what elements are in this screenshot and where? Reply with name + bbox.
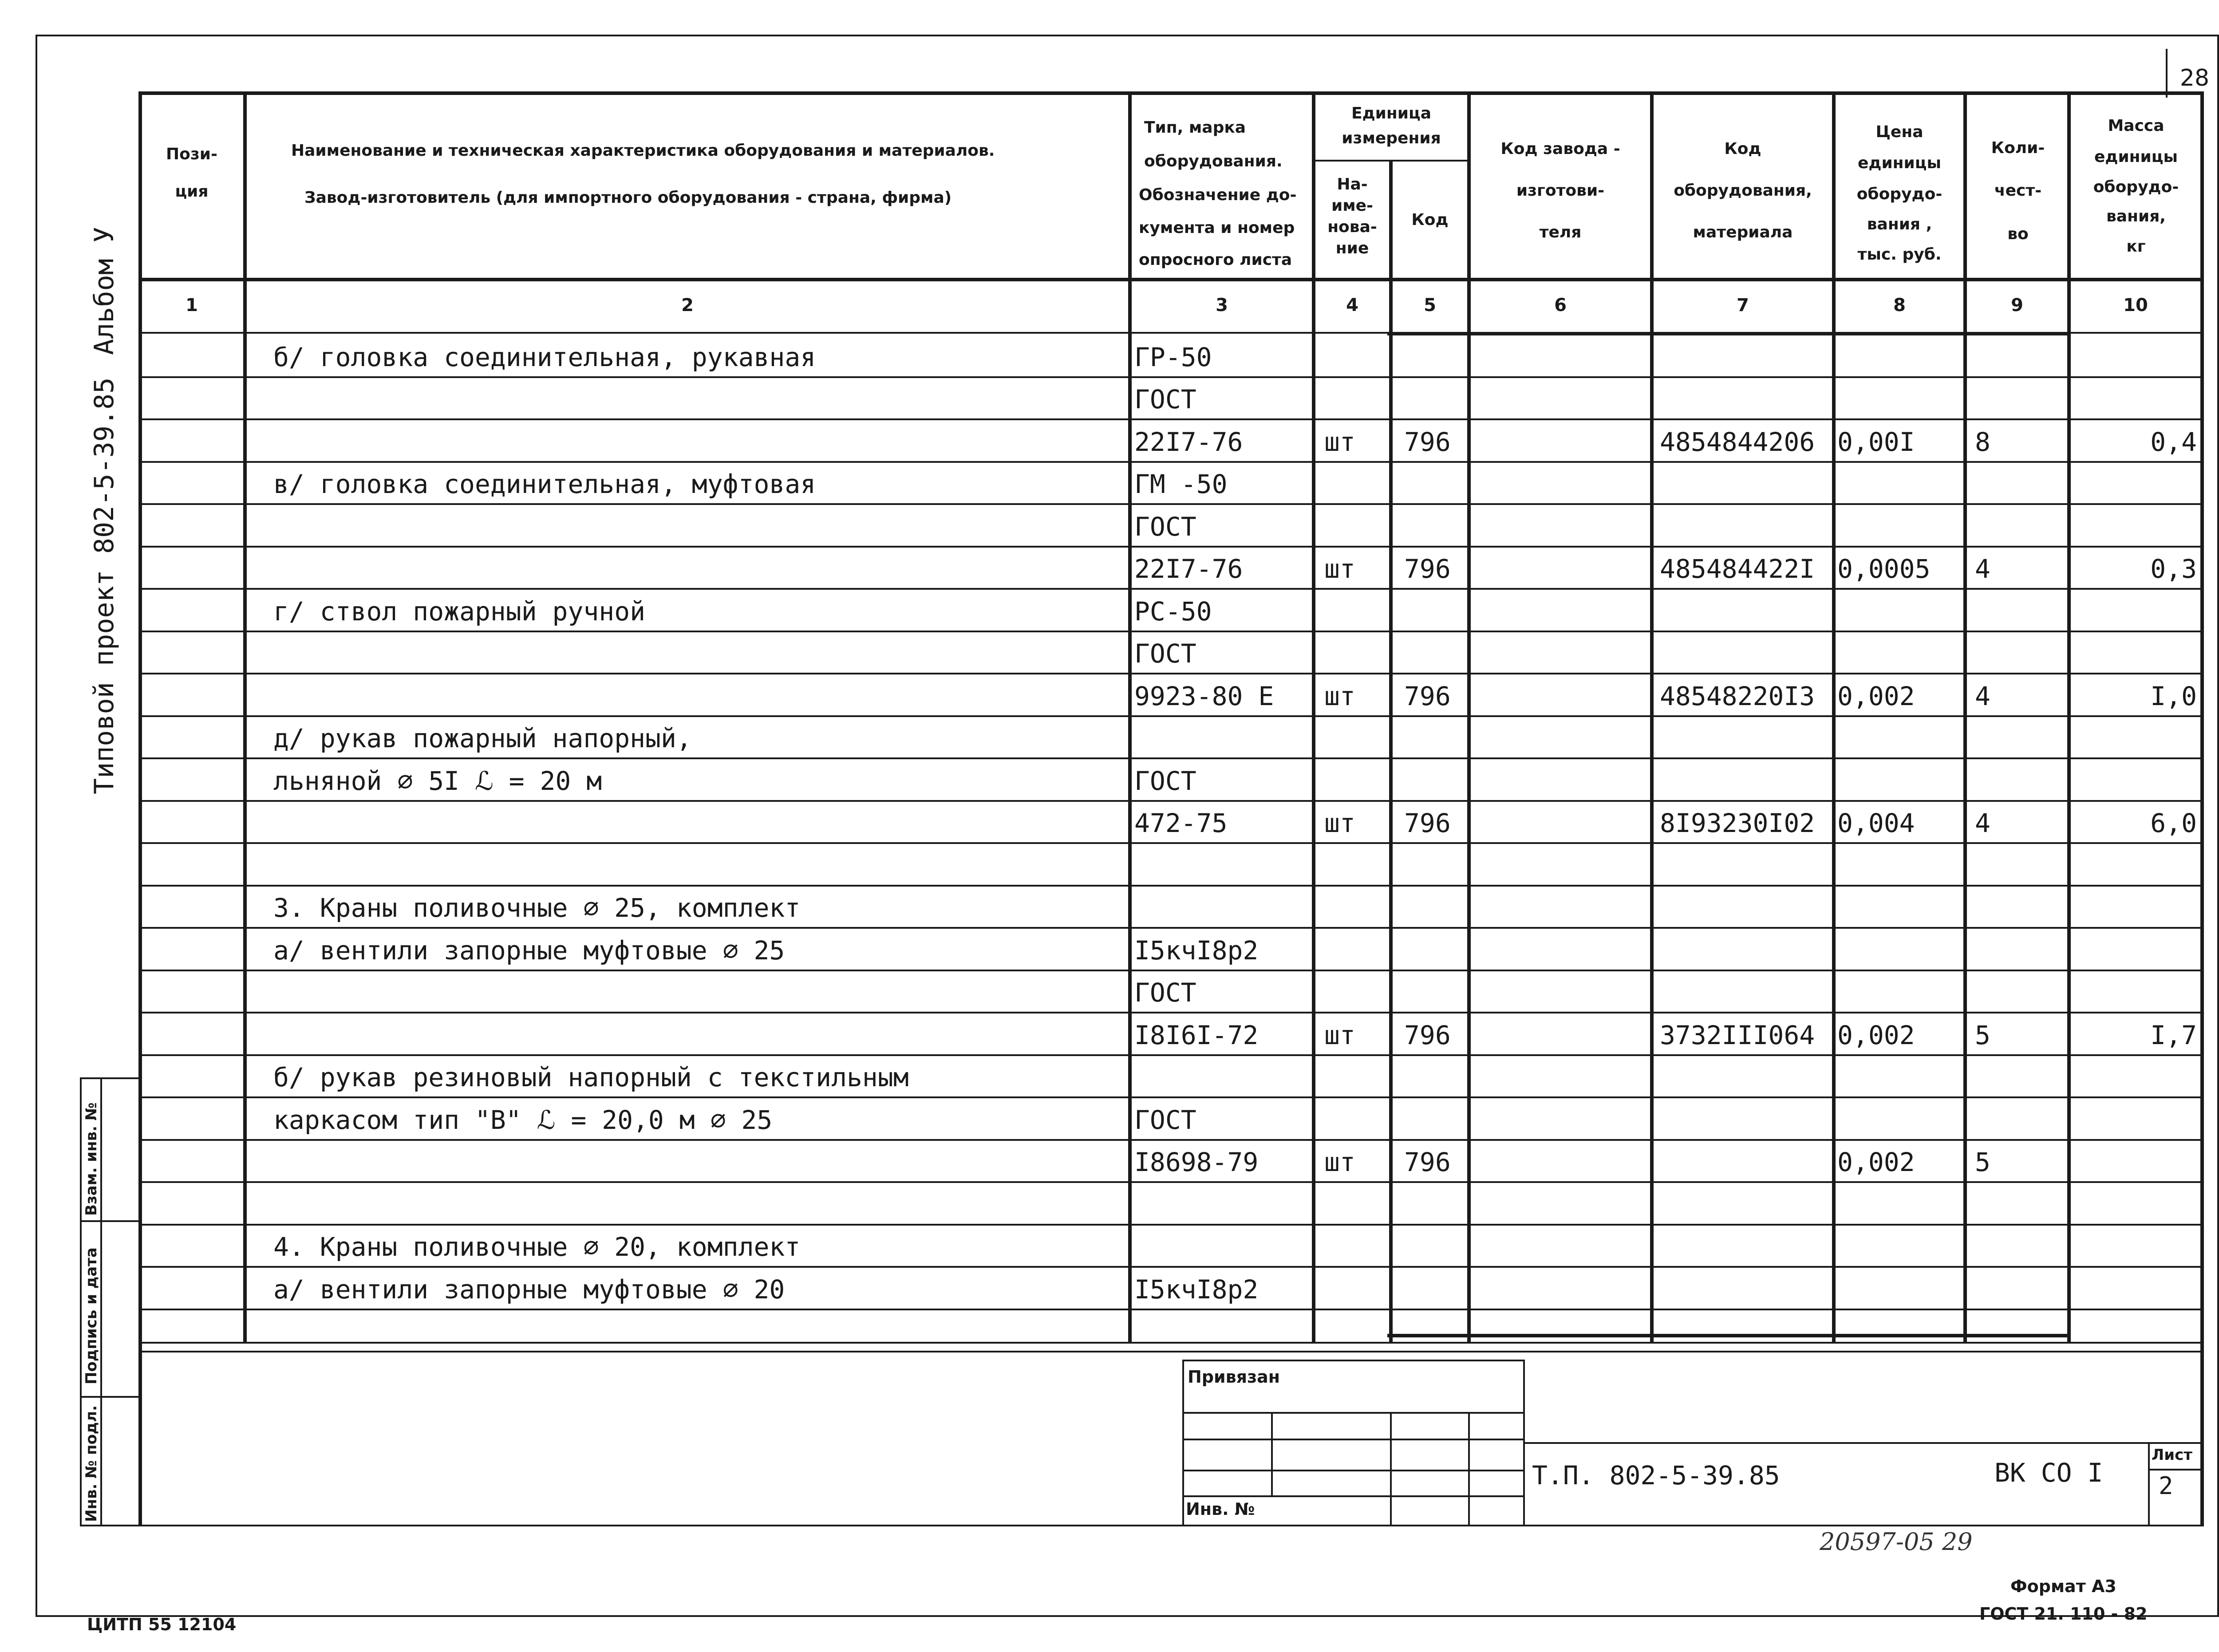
hdr-col6-l3: теля [1539, 223, 1582, 241]
cell-code: 796 [1404, 1020, 1451, 1050]
cell-mat-code: 485484422I [1660, 554, 1815, 584]
hdr-col7-l2: оборудования, [1674, 181, 1812, 200]
cell-name: в/ головка соединительная, муфтовая [273, 469, 816, 499]
side-stamp-inv-orig: Инв. № подл. [83, 1405, 100, 1522]
cell-qty: 8 [1975, 427, 1990, 457]
cell-mass: 6,0 [2150, 808, 2197, 838]
cell-type: I5кчI8р2 [1134, 935, 1259, 966]
cell-code: 796 [1404, 808, 1451, 838]
row-divider [140, 376, 2204, 378]
cell-type: 472-75 [1134, 808, 1228, 838]
side-stamp-inv-replace: Взам. инв. № [83, 1102, 100, 1216]
stamp-sheet-label: Лист [2152, 1446, 2192, 1464]
cell-mat-code: 4854844206 [1660, 427, 1815, 457]
cell-type: ГОСТ [1134, 639, 1196, 669]
stamp-box-left [1182, 1360, 1184, 1526]
cell-name: льняной ∅ 5I ℒ = 20 м [273, 766, 602, 796]
col-line-4 [1389, 160, 1393, 1344]
cell-type: 22I7-76 [1134, 554, 1243, 584]
col-line-9 [2067, 91, 2071, 1344]
cell-code: 796 [1404, 554, 1451, 584]
col-line-3 [1312, 91, 1315, 1344]
col-line-2 [1128, 91, 1132, 1344]
cell-name: б/ головка соединительная, рукавная [273, 342, 816, 372]
row-divider [140, 1139, 2204, 1141]
cell-mat-code: 8I93230I02 [1660, 808, 1815, 838]
hdr-col3-l2: оборудования. [1144, 152, 1283, 170]
cell-type: ГОСТ [1134, 978, 1196, 1008]
stamp-sheet-code: ВК СО I [1994, 1458, 2103, 1488]
cell-type: РС-50 [1134, 596, 1212, 627]
cell-mat-code: 48548220I3 [1660, 681, 1815, 711]
cell-unit: шт [1324, 427, 1355, 457]
col-line-10 [2200, 91, 2204, 1526]
hdr-col10-l2: единицы [2094, 148, 2178, 166]
hdr-col6-l1: Код завода - [1500, 140, 1620, 158]
row-divider [140, 1054, 2204, 1056]
row-divider [140, 546, 2204, 548]
hdr-col10-l3: оборудо- [2093, 178, 2179, 196]
hdr-col3-l1: Тип, марка [1144, 118, 1246, 137]
format-label: Формат А3 [2010, 1577, 2116, 1596]
col-num-7: 7 [1737, 295, 1749, 315]
bold-box-top [1387, 332, 2071, 335]
side-stamp-div1 [80, 1220, 140, 1222]
hdr-col2-l2: Завод-изготовитель (для импортного оборудования - страна, фирма) [304, 189, 952, 207]
col-num-3: 3 [1216, 295, 1228, 315]
row-divider [140, 1266, 2204, 1268]
hdr-col3-l4: кумента и номер [1139, 219, 1295, 237]
side-stamp-top [80, 1077, 140, 1079]
header-bottom [140, 278, 2204, 281]
side-label-album: Альбом У [89, 227, 120, 355]
gost-label: ГОСТ 21. 110 - 82 [1979, 1604, 2148, 1624]
row-divider [140, 1181, 2204, 1183]
cell-code: 796 [1404, 427, 1451, 457]
cell-type: 22I7-76 [1134, 427, 1243, 457]
row-divider [140, 970, 2204, 971]
hdr-col4-l2: име- [1331, 197, 1373, 215]
stamp-sheet-box-left [2148, 1442, 2150, 1525]
outer-frame-bottom [36, 1615, 2219, 1617]
cell-mass: 0,4 [2150, 427, 2197, 457]
stamp-line-2 [1183, 1439, 1525, 1440]
hdr-unit-l1: Единица [1351, 104, 1431, 122]
row-divider [140, 715, 2204, 717]
cell-name: каркасом тип "В" ℒ = 20,0 м ∅ 25 [273, 1105, 773, 1135]
hdr-col9-l2: чест- [1994, 181, 2042, 200]
hdr-col1-l1: Пози- [166, 145, 217, 163]
cell-qty: 4 [1975, 554, 1990, 584]
cell-type: I8I6I-72 [1134, 1020, 1259, 1050]
cell-type: I8698-79 [1134, 1147, 1259, 1177]
cell-qty: 4 [1975, 681, 1990, 711]
hdr-col4-l4: ние [1335, 239, 1369, 257]
col-num-6: 6 [1554, 295, 1567, 315]
cell-unit: шт [1324, 554, 1355, 584]
row-divider [140, 842, 2204, 844]
row-divider [140, 927, 2204, 929]
stamp-sheet-number: 2 [2159, 1472, 2173, 1500]
col-num-8: 8 [1893, 295, 1906, 315]
cell-qty: 5 [1975, 1147, 1990, 1177]
cell-code: 796 [1404, 681, 1451, 711]
cell-name: а/ вентили запорные муфтовые ∅ 25 [273, 935, 785, 966]
stamp-vline-2 [1390, 1412, 1392, 1526]
stamp-line-4 [1183, 1495, 1525, 1497]
hdr-col1-l2: ция [175, 182, 209, 201]
cell-name: б/ рукав резиновый напорный с текстильным [273, 1062, 909, 1092]
cell-price: 0,002 [1837, 1020, 1915, 1050]
hdr-col8-l4: вания , [1867, 215, 1932, 233]
cell-unit: шт [1324, 1020, 1355, 1050]
stamp-vline-1 [1271, 1412, 1273, 1496]
cell-unit: шт [1324, 681, 1355, 711]
col-line-8 [1963, 91, 1967, 1344]
cell-name: а/ вентили запорные муфтовые ∅ 20 [273, 1274, 785, 1305]
stamp-box-top [1183, 1360, 1525, 1361]
cell-mass: I,0 [2150, 681, 2197, 711]
cell-type: ГОСТ [1134, 512, 1196, 542]
stamp-vline-3 [1468, 1412, 1470, 1526]
row-divider [140, 503, 2204, 505]
row-divider [140, 1309, 2204, 1310]
row-divider [140, 1351, 2204, 1352]
stamp-bound-label: Привязан [1188, 1367, 1280, 1387]
side-stamp-left [80, 1077, 82, 1526]
cell-type: I5кчI8р2 [1134, 1274, 1259, 1305]
col-line-5 [1467, 91, 1471, 1344]
hdr-col9-l1: Коли- [1991, 139, 2045, 157]
cell-type: ГОСТ [1134, 766, 1196, 796]
cell-price: 0,0005 [1837, 554, 1931, 584]
cell-type: ГОСТ [1134, 1105, 1196, 1135]
ctp-label: ЦИТП 55 12104 [87, 1615, 237, 1634]
hdr-col6-l2: изготови- [1516, 181, 1605, 200]
unit-subheader-line [1312, 160, 1469, 162]
side-stamp-div2 [80, 1396, 140, 1398]
row-divider [140, 588, 2204, 590]
hdr-col10-l5: кг [2126, 237, 2146, 256]
hdr-col7-l3: материала [1693, 223, 1793, 241]
hdr-col2-l1: Наименование и техническая характеристика оборудования и материалов. [291, 142, 995, 160]
hdr-col7-l1: Код [1724, 140, 1761, 158]
cell-price: 0,002 [1837, 1147, 1915, 1177]
cell-qty: 4 [1975, 808, 1990, 838]
table-bottom [140, 1342, 2204, 1344]
hdr-col10-l4: вания, [2106, 207, 2166, 225]
stamp-main-top [1523, 1442, 2202, 1444]
stamp-inv-label: Инв. № [1186, 1499, 1255, 1519]
cell-name: г/ ствол пожарный ручной [273, 596, 646, 627]
cell-qty: 5 [1975, 1020, 1990, 1050]
side-label-project: Типовой проект 802-5-39.85 [89, 377, 120, 794]
col-line-1 [243, 91, 247, 1344]
cell-code: 796 [1404, 1147, 1451, 1177]
col-line-6 [1650, 91, 1654, 1344]
corner-sheet-number: 28 [2180, 65, 2210, 91]
cell-mass: I,7 [2150, 1020, 2197, 1050]
hdr-col10-l1: Масса [2108, 117, 2164, 135]
cell-type: 9923-80 Е [1134, 681, 1274, 711]
outer-frame-right [2217, 35, 2219, 1617]
cell-unit: шт [1324, 1147, 1355, 1177]
outer-frame-left [36, 35, 37, 1617]
cell-type: ГОСТ [1134, 384, 1196, 414]
cell-price: 0,002 [1837, 681, 1915, 711]
hdr-unit-l2: измерения [1342, 129, 1441, 147]
col-num-10: 10 [2123, 295, 2148, 315]
hdr-col8-l3: оборудо- [1856, 185, 1943, 203]
side-stamp-mid [100, 1077, 102, 1526]
row-divider [140, 1012, 2204, 1013]
cell-price: 0,00I [1837, 427, 1915, 457]
cell-mat-code: 3732III064 [1660, 1020, 1815, 1050]
col-num-2: 2 [681, 295, 694, 315]
table-top [140, 91, 2204, 95]
cell-mass: 0,3 [2150, 554, 2197, 584]
cell-unit: шт [1324, 808, 1355, 838]
row-divider [140, 1224, 2204, 1226]
stamp-designation: Т.П. 802-5-39.85 [1532, 1460, 1780, 1490]
stamp-line-3 [1183, 1470, 1525, 1471]
side-stamp-sign-date: Подпись и дата [83, 1247, 100, 1384]
hdr-col8-l1: Цена [1875, 123, 1923, 141]
cell-name: 4. Краны поливочные ∅ 20, комплект [273, 1232, 801, 1262]
col-num-5: 5 [1424, 295, 1436, 315]
col-num-1: 1 [186, 295, 198, 315]
row-divider [140, 885, 2204, 887]
hdr-col9-l3: во [2007, 225, 2029, 243]
row-divider [140, 1096, 2204, 1098]
col-num-9: 9 [2011, 295, 2023, 315]
cell-price: 0,004 [1837, 808, 1915, 838]
handwritten-number: 20597-05 29 [1820, 1528, 1973, 1556]
col-num-4: 4 [1346, 295, 1358, 315]
hdr-col3-l5: опросного листа [1139, 251, 1292, 269]
row-divider [140, 418, 2204, 420]
hdr-col4-l3: нова- [1327, 218, 1377, 236]
cell-type: ГМ -50 [1134, 469, 1228, 499]
side-stamp-bottom [80, 1525, 140, 1526]
bold-box-bottom [1387, 1334, 2071, 1337]
cell-type: ГР-50 [1134, 342, 1212, 372]
row-divider [140, 631, 2204, 632]
row-divider [140, 461, 2204, 463]
cell-name: д/ рукав пожарный напорный, [273, 723, 692, 753]
stamp-sheet-box-mid [2148, 1469, 2201, 1471]
hdr-col4-l1: На- [1337, 175, 1368, 193]
hdr-col8-l5: тыс. руб. [1857, 245, 1942, 264]
hdr-col3-l3: Обозначение до- [1139, 186, 1297, 204]
stamp-line-1 [1183, 1412, 1525, 1414]
row-divider [140, 757, 2204, 759]
outer-frame-top [36, 35, 2219, 36]
frame-bottom [140, 1525, 2204, 1526]
row-divider [140, 800, 2204, 802]
hdr-col5: Код [1411, 211, 1449, 229]
corner-box-left [2166, 49, 2168, 98]
row-divider [140, 673, 2204, 674]
col-line-7 [1832, 91, 1836, 1344]
cell-name: 3. Краны поливочные ∅ 25, комплект [273, 893, 801, 923]
hdr-col8-l2: единицы [1857, 154, 1942, 172]
